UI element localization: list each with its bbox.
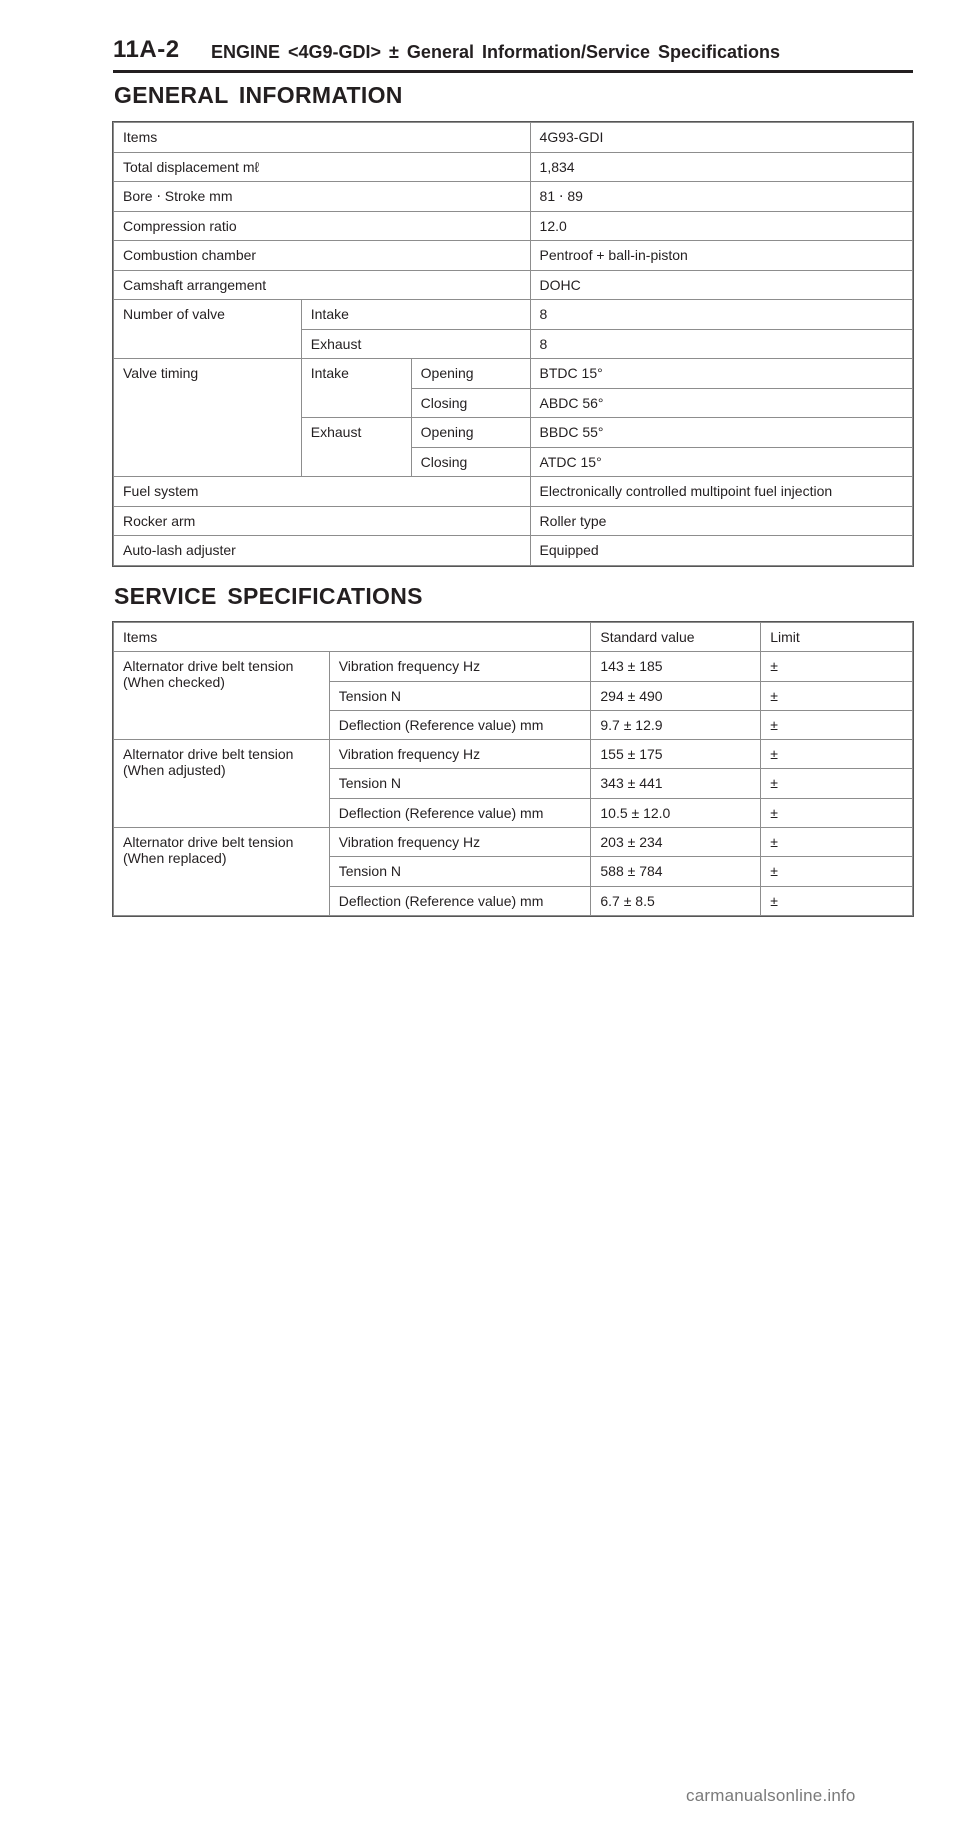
cell-label: Opening xyxy=(411,359,530,389)
table-row xyxy=(114,740,913,769)
cell-label: Opening xyxy=(411,418,530,448)
item-cell: Deflection (Reference value) mm xyxy=(329,798,591,827)
cell-value: 12.0 xyxy=(530,211,912,241)
table-row xyxy=(114,359,913,389)
limit-cell: ± xyxy=(761,710,913,739)
cell-value: Electronically controlled multipoint fuel injection xyxy=(530,477,912,507)
table-row xyxy=(114,536,913,566)
limit-cell: ± xyxy=(761,740,913,769)
cell-label: Exhaust xyxy=(301,418,411,477)
service-specifications-title: SERVICE SPECIFICATIONS xyxy=(114,583,423,609)
standard-header: Standard value xyxy=(591,623,761,652)
item-cell: Deflection (Reference value) mm xyxy=(329,710,591,739)
cell-label: Bore ⋅ Stroke mm xyxy=(114,182,531,212)
cell-label: Fuel system xyxy=(114,477,531,507)
group-label: Alternator drive belt tension (When adjusted) xyxy=(114,740,330,828)
item-cell: Vibration frequency Hz xyxy=(329,652,591,681)
table-row xyxy=(114,477,913,507)
header-title: ENGINE <4G9-GDI> ± General Information/Service Specifications xyxy=(211,42,781,62)
group-label: Alternator drive belt tension (When replaced) xyxy=(114,828,330,916)
cell-label: Camshaft arrangement xyxy=(114,270,531,300)
limit-cell: ± xyxy=(761,857,913,886)
standard-cell: 6.7 ± 8.5 xyxy=(591,886,761,915)
item-cell: Deflection (Reference value) mm xyxy=(329,886,591,915)
cell-label: Auto-lash adjuster xyxy=(114,536,531,566)
cell-label: Combustion chamber xyxy=(114,241,531,271)
limit-header: Limit xyxy=(761,623,913,652)
cell-value: 81 ⋅ 89 xyxy=(530,182,912,212)
cell-value: ABDC 56° xyxy=(530,388,912,418)
cell-label: Rocker arm xyxy=(114,506,531,536)
table-row xyxy=(114,506,913,536)
page-number: 11A-2 xyxy=(113,36,180,63)
cell-label: Closing xyxy=(411,447,530,477)
limit-cell: ± xyxy=(761,681,913,710)
item-cell: Vibration frequency Hz xyxy=(329,828,591,857)
cell-value: ATDC 15° xyxy=(530,447,912,477)
general-information-table xyxy=(113,122,913,566)
cell-value: BTDC 15° xyxy=(530,359,912,389)
cell-value: 8 xyxy=(530,329,912,359)
cell-value: Equipped xyxy=(530,536,912,566)
model-header: 4G93-GDI xyxy=(530,123,912,153)
item-cell: Tension N xyxy=(329,769,591,798)
standard-cell: 294 ± 490 xyxy=(591,681,761,710)
limit-cell: ± xyxy=(761,652,913,681)
item-cell: Tension N xyxy=(329,681,591,710)
table-row xyxy=(114,123,913,153)
item-cell: Vibration frequency Hz xyxy=(329,740,591,769)
service-specifications-table xyxy=(113,622,913,916)
table-row xyxy=(114,270,913,300)
cell-label: Total displacement mℓ xyxy=(114,152,531,182)
limit-cell: ± xyxy=(761,769,913,798)
standard-cell: 9.7 ± 12.9 xyxy=(591,710,761,739)
cell-value: Pentroof + ball-in-piston xyxy=(530,241,912,271)
cell-value: Roller type xyxy=(530,506,912,536)
table-row xyxy=(114,300,913,330)
cell-value: 8 xyxy=(530,300,912,330)
cell-label: Intake xyxy=(301,359,411,418)
cell-value: DOHC xyxy=(530,270,912,300)
limit-cell: ± xyxy=(761,798,913,827)
cell-label: Exhaust xyxy=(301,329,530,359)
standard-cell: 155 ± 175 xyxy=(591,740,761,769)
group-label: Alternator drive belt tension (When checked) xyxy=(114,652,330,740)
table-row xyxy=(114,182,913,212)
standard-cell: 143 ± 185 xyxy=(591,652,761,681)
items-header: Items xyxy=(114,123,531,153)
table-row xyxy=(114,652,913,681)
cell-label: Valve timing xyxy=(114,359,302,477)
table-row xyxy=(114,241,913,271)
cell-label: Compression ratio xyxy=(114,211,531,241)
cell-value: 1,834 xyxy=(530,152,912,182)
table-row xyxy=(114,623,913,652)
standard-cell: 10.5 ± 12.0 xyxy=(591,798,761,827)
item-cell: Tension N xyxy=(329,857,591,886)
standard-cell: 203 ± 234 xyxy=(591,828,761,857)
cell-label: Closing xyxy=(411,388,530,418)
table-row xyxy=(114,828,913,857)
cell-value: BBDC 55° xyxy=(530,418,912,448)
table-row xyxy=(114,152,913,182)
limit-cell: ± xyxy=(761,886,913,915)
limit-cell: ± xyxy=(761,828,913,857)
cell-label: Number of valve xyxy=(114,300,302,359)
standard-cell: 343 ± 441 xyxy=(591,769,761,798)
general-information-title: GENERAL INFORMATION xyxy=(114,82,403,108)
table-row xyxy=(114,211,913,241)
page-header xyxy=(113,30,913,73)
watermark-text: carmanualsonline.info xyxy=(686,1786,856,1805)
cell-label: Intake xyxy=(301,300,530,330)
standard-cell: 588 ± 784 xyxy=(591,857,761,886)
items-header: Items xyxy=(114,623,591,652)
